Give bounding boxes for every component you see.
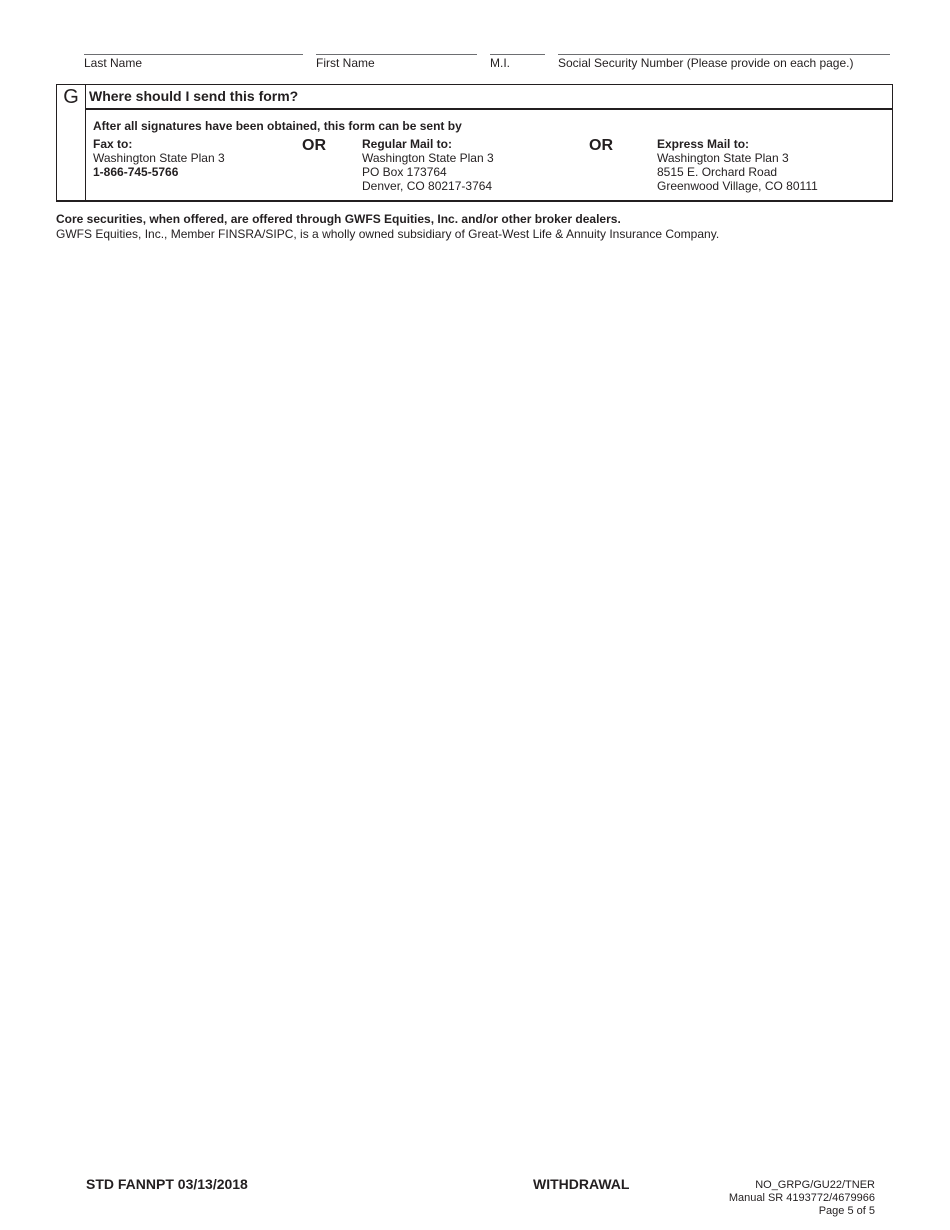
fax-recipient: Washington State Plan 3 — [93, 151, 225, 165]
footer-code: NO_GRPG/GU22/TNER — [755, 1179, 875, 1191]
express-mail-street: 8515 E. Orchard Road — [657, 165, 778, 179]
send-instructions: After all signatures have been obtained, this form can be sent by — [93, 119, 462, 133]
footer-form-type: WITHDRAWAL — [533, 1176, 630, 1192]
section-letter: G — [63, 86, 79, 108]
footer-form-id: STD FANNPT 03/13/2018 — [86, 1176, 248, 1192]
mi-label: M.I. — [490, 56, 510, 70]
disclosure-bold: Core securities, when offered, are offered through GWFS Equities, Inc. and/or other broker dealers. — [56, 212, 621, 226]
regular-mail-po-box: PO Box 173764 — [362, 165, 447, 179]
first-name-line[interactable] — [316, 54, 477, 55]
last-name-label: Last Name — [84, 56, 143, 70]
fax-block — [93, 137, 225, 179]
regular-mail-block — [362, 137, 494, 193]
regular-mail-heading: Regular Mail to: — [362, 137, 453, 151]
footer-page-number: Page 5 of 5 — [818, 1205, 875, 1217]
express-mail-block — [657, 137, 818, 193]
section-title: Where should I send this form? — [85, 85, 892, 110]
express-mail-recipient: Washington State Plan 3 — [657, 151, 789, 165]
section-g — [56, 84, 893, 202]
or-separator-1: OR — [302, 137, 326, 154]
ssn-label: Social Security Number (Please provide on each page.) — [558, 56, 854, 70]
regular-mail-recipient: Washington State Plan 3 — [362, 151, 494, 165]
express-mail-heading: Express Mail to: — [657, 137, 750, 151]
express-mail-city: Greenwood Village, CO 80111 — [657, 179, 818, 193]
last-name-line[interactable] — [84, 54, 303, 55]
regular-mail-city: Denver, CO 80217-3764 — [362, 179, 493, 193]
first-name-label: First Name — [316, 56, 375, 70]
mi-line[interactable] — [490, 54, 545, 55]
footer-manual: Manual SR 4193772/4679966 — [728, 1192, 875, 1204]
fax-heading: Fax to: — [93, 137, 133, 151]
fax-number: 1-866-745-5766 — [93, 165, 179, 179]
ssn-line[interactable] — [558, 54, 890, 55]
or-separator-2: OR — [589, 137, 613, 154]
footer-codes — [729, 1179, 875, 1218]
disclosure-text: GWFS Equities, Inc., Member FINSRA/SIPC, is a wholly owned subsidiary of Great-West Life & Annuity Insurance Company. — [56, 227, 720, 241]
